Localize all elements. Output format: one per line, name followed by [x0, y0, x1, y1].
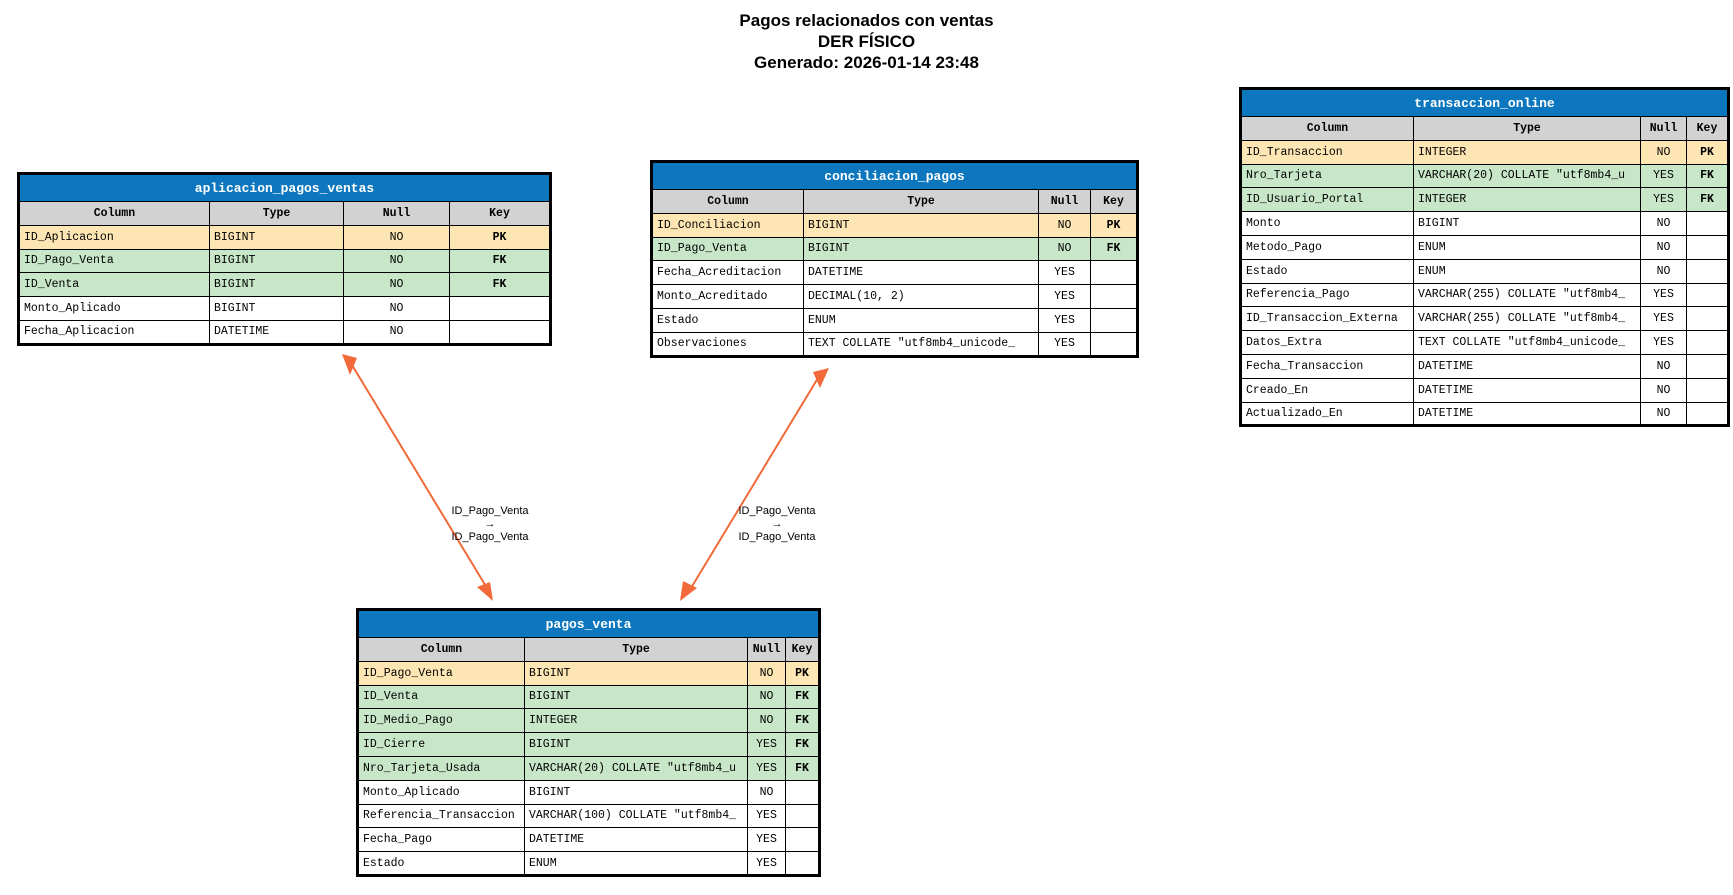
- cell-column: ID_Transaccion_Externa: [1241, 307, 1414, 331]
- edge-line: [688, 378, 818, 593]
- table-row: [652, 308, 1138, 332]
- edge-tail-marker: [813, 368, 829, 388]
- table-row: [1241, 212, 1729, 236]
- cell-type: DATETIME: [1414, 378, 1641, 402]
- header-key: Key: [450, 202, 551, 226]
- cell-type: ENUM: [1414, 235, 1641, 259]
- cell-type: BIGINT: [1414, 212, 1641, 236]
- table-row: [1241, 235, 1729, 259]
- cell-null: NO: [344, 273, 450, 297]
- cell-null: NO: [748, 685, 786, 709]
- cell-key: [1687, 235, 1729, 259]
- cell-key: PK: [450, 225, 551, 249]
- cell-key: PK: [786, 661, 820, 685]
- cell-key: [786, 828, 820, 852]
- table-row: [19, 225, 551, 249]
- cell-type: BIGINT: [525, 780, 748, 804]
- table-title-row: [19, 174, 551, 202]
- header-type: Type: [210, 202, 344, 226]
- table-conciliacion-pagos: [650, 160, 1139, 358]
- cell-null: YES: [1641, 164, 1687, 188]
- edge-label-top: ID_Pago_Venta: [451, 505, 529, 517]
- cell-type: DATETIME: [1414, 354, 1641, 378]
- cell-type: TEXT COLLATE "utf8mb4_unicode_: [1414, 331, 1641, 355]
- table-transaccion-online: [1239, 87, 1730, 427]
- cell-column: Creado_En: [1241, 378, 1414, 402]
- table-row: [652, 261, 1138, 285]
- cell-type: BIGINT: [804, 237, 1039, 261]
- cell-type: INTEGER: [525, 709, 748, 733]
- cell-type: DATETIME: [525, 828, 748, 852]
- cell-column: Referencia_Pago: [1241, 283, 1414, 307]
- cell-key: FK: [450, 273, 551, 297]
- cell-column: Observaciones: [652, 332, 804, 356]
- cell-column: ID_Medio_Pago: [358, 709, 525, 733]
- header-null: Null: [1039, 190, 1091, 214]
- cell-type: BIGINT: [525, 661, 748, 685]
- table-title-row: [358, 610, 820, 638]
- table-title-row: [652, 162, 1138, 190]
- cell-null: YES: [1641, 283, 1687, 307]
- cell-key: PK: [1687, 140, 1729, 164]
- cell-column: Nro_Tarjeta_Usada: [358, 756, 525, 780]
- cell-null: YES: [748, 828, 786, 852]
- cell-null: NO: [344, 297, 450, 321]
- cell-column: ID_Usuario_Portal: [1241, 188, 1414, 212]
- edge-label-bottom: ID_Pago_Venta: [451, 531, 529, 543]
- cell-key: [1091, 285, 1138, 309]
- column-header-row: [358, 638, 820, 662]
- cell-type: BIGINT: [210, 297, 344, 321]
- table-row: [19, 297, 551, 321]
- cell-null: NO: [1039, 237, 1091, 261]
- cell-key: [786, 780, 820, 804]
- header-null: Null: [1641, 117, 1687, 141]
- cell-column: ID_Pago_Venta: [19, 249, 210, 273]
- table-row: [1241, 283, 1729, 307]
- table-row: [652, 213, 1138, 237]
- title-line-3: Generado: 2026-01-14 23:48: [754, 53, 979, 72]
- edge-label-arrow: →: [771, 518, 783, 530]
- cell-key: [1687, 354, 1729, 378]
- header-key: Key: [786, 638, 820, 662]
- cell-type: ENUM: [525, 852, 748, 876]
- cell-null: NO: [344, 225, 450, 249]
- edge-label-arrow: →: [484, 518, 496, 530]
- edge-aplicacion-to-pagos: [342, 354, 493, 601]
- column-header-row: [652, 190, 1138, 214]
- cell-null: NO: [1641, 259, 1687, 283]
- cell-type: VARCHAR(20) COLLATE "utf8mb4_u: [525, 756, 748, 780]
- cell-type: DECIMAL(10, 2): [804, 285, 1039, 309]
- cell-null: YES: [1039, 332, 1091, 356]
- header-column: Column: [652, 190, 804, 214]
- edge-line: [352, 365, 490, 593]
- cell-key: FK: [450, 249, 551, 273]
- edge-label-bottom: ID_Pago_Venta: [738, 531, 816, 543]
- cell-key: [1091, 308, 1138, 332]
- table-row: [358, 661, 820, 685]
- cell-null: NO: [1641, 212, 1687, 236]
- cell-null: YES: [1039, 308, 1091, 332]
- cell-null: NO: [1641, 378, 1687, 402]
- table-name: transaccion_online: [1241, 89, 1729, 117]
- cell-type: BIGINT: [525, 733, 748, 757]
- edge-label-top: ID_Pago_Venta: [738, 505, 816, 517]
- cell-column: ID_Venta: [19, 273, 210, 297]
- cell-type: DATETIME: [804, 261, 1039, 285]
- header-null: Null: [748, 638, 786, 662]
- table-row: [652, 285, 1138, 309]
- cell-type: INTEGER: [1414, 188, 1641, 212]
- table-row: [1241, 140, 1729, 164]
- cell-column: Monto_Aplicado: [19, 297, 210, 321]
- cell-key: [1687, 259, 1729, 283]
- cell-null: YES: [1039, 261, 1091, 285]
- table-row: [358, 780, 820, 804]
- cell-null: YES: [748, 852, 786, 876]
- cell-key: [1687, 307, 1729, 331]
- cell-null: YES: [748, 756, 786, 780]
- table-name: conciliacion_pagos: [652, 162, 1138, 190]
- header-column: Column: [358, 638, 525, 662]
- column-header-row: [1241, 117, 1729, 141]
- cell-key: [450, 320, 551, 344]
- table-name: aplicacion_pagos_ventas: [19, 174, 551, 202]
- cell-column: Datos_Extra: [1241, 331, 1414, 355]
- table-row: [1241, 188, 1729, 212]
- table-row: [652, 332, 1138, 356]
- table-row: [1241, 331, 1729, 355]
- cell-column: Referencia_Transaccion: [358, 804, 525, 828]
- header-null: Null: [344, 202, 450, 226]
- cell-null: NO: [344, 320, 450, 344]
- cell-null: NO: [1641, 235, 1687, 259]
- cell-column: Estado: [358, 852, 525, 876]
- table-row: [1241, 164, 1729, 188]
- cell-null: YES: [1641, 188, 1687, 212]
- cell-key: FK: [786, 685, 820, 709]
- table-row: [1241, 378, 1729, 402]
- table-row: [358, 852, 820, 876]
- cell-column: Estado: [652, 308, 804, 332]
- header-column: Column: [19, 202, 210, 226]
- table-row: [19, 273, 551, 297]
- title-line-2: DER FÍSICO: [817, 32, 916, 51]
- header-key: Key: [1687, 117, 1729, 141]
- cell-key: [1687, 331, 1729, 355]
- table-row: [1241, 402, 1729, 426]
- edge-tail-marker: [342, 354, 357, 375]
- cell-type: VARCHAR(255) COLLATE "utf8mb4_: [1414, 307, 1641, 331]
- table-row: [1241, 307, 1729, 331]
- cell-key: [1687, 283, 1729, 307]
- header-type: Type: [804, 190, 1039, 214]
- cell-type: BIGINT: [210, 225, 344, 249]
- cell-null: YES: [748, 804, 786, 828]
- arrowhead-icon: [477, 582, 493, 601]
- cell-key: PK: [1091, 213, 1138, 237]
- cell-column: ID_Pago_Venta: [358, 661, 525, 685]
- cell-column: Monto: [1241, 212, 1414, 236]
- cell-key: [1091, 332, 1138, 356]
- table-row: [358, 685, 820, 709]
- cell-null: NO: [1641, 354, 1687, 378]
- cell-column: ID_Venta: [358, 685, 525, 709]
- cell-column: ID_Transaccion: [1241, 140, 1414, 164]
- cell-column: ID_Cierre: [358, 733, 525, 757]
- cell-key: [1687, 378, 1729, 402]
- cell-column: Fecha_Aplicacion: [19, 320, 210, 344]
- cell-null: YES: [1641, 331, 1687, 355]
- cell-column: Monto_Aplicado: [358, 780, 525, 804]
- cell-type: DATETIME: [1414, 402, 1641, 426]
- table-row: [358, 756, 820, 780]
- cell-key: FK: [786, 733, 820, 757]
- cell-null: NO: [1039, 213, 1091, 237]
- title-line-1: Pagos relacionados con ventas: [739, 11, 994, 30]
- cell-null: YES: [1641, 307, 1687, 331]
- edge-conciliacion-to-pagos: [680, 368, 829, 601]
- table-title-row: [1241, 89, 1729, 117]
- cell-type: DATETIME: [210, 320, 344, 344]
- table-pagos-venta: [356, 608, 821, 877]
- table-row: [358, 733, 820, 757]
- cell-type: ENUM: [804, 308, 1039, 332]
- table-row: [358, 804, 820, 828]
- cell-null: NO: [748, 709, 786, 733]
- table-row: [19, 320, 551, 344]
- cell-key: [1687, 212, 1729, 236]
- table-name: pagos_venta: [358, 610, 820, 638]
- cell-null: NO: [344, 249, 450, 273]
- cell-type: TEXT COLLATE "utf8mb4_unicode_: [804, 332, 1039, 356]
- cell-type: VARCHAR(255) COLLATE "utf8mb4_: [1414, 283, 1641, 307]
- header-type: Type: [525, 638, 748, 662]
- table-aplicacion-pagos-ventas: [17, 172, 552, 346]
- cell-type: BIGINT: [525, 685, 748, 709]
- cell-null: YES: [748, 733, 786, 757]
- cell-key: FK: [786, 709, 820, 733]
- table-row: [19, 249, 551, 273]
- cell-type: VARCHAR(20) COLLATE "utf8mb4_u: [1414, 164, 1641, 188]
- cell-column: Estado: [1241, 259, 1414, 283]
- table-row: [1241, 354, 1729, 378]
- cell-type: BIGINT: [210, 249, 344, 273]
- cell-null: YES: [1039, 285, 1091, 309]
- cell-column: ID_Aplicacion: [19, 225, 210, 249]
- cell-column: ID_Conciliacion: [652, 213, 804, 237]
- header-column: Column: [1241, 117, 1414, 141]
- header-type: Type: [1414, 117, 1641, 141]
- cell-type: VARCHAR(100) COLLATE "utf8mb4_: [525, 804, 748, 828]
- cell-column: Actualizado_En: [1241, 402, 1414, 426]
- table-row: [358, 828, 820, 852]
- cell-column: Monto_Acreditado: [652, 285, 804, 309]
- cell-column: Metodo_Pago: [1241, 235, 1414, 259]
- cell-type: ENUM: [1414, 259, 1641, 283]
- cell-key: [786, 804, 820, 828]
- cell-key: [450, 297, 551, 321]
- cell-null: NO: [1641, 402, 1687, 426]
- cell-key: FK: [1687, 164, 1729, 188]
- table-row: [1241, 259, 1729, 283]
- cell-column: Fecha_Pago: [358, 828, 525, 852]
- cell-column: Fecha_Acreditacion: [652, 261, 804, 285]
- cell-key: FK: [1687, 188, 1729, 212]
- table-row: [358, 709, 820, 733]
- cell-type: INTEGER: [1414, 140, 1641, 164]
- cell-null: NO: [748, 661, 786, 685]
- cell-key: FK: [1091, 237, 1138, 261]
- cell-key: FK: [786, 756, 820, 780]
- column-header-row: [19, 202, 551, 226]
- cell-column: Fecha_Transaccion: [1241, 354, 1414, 378]
- table-row: [652, 237, 1138, 261]
- cell-type: BIGINT: [804, 213, 1039, 237]
- cell-type: BIGINT: [210, 273, 344, 297]
- cell-null: NO: [748, 780, 786, 804]
- cell-column: ID_Pago_Venta: [652, 237, 804, 261]
- cell-column: Nro_Tarjeta: [1241, 164, 1414, 188]
- cell-key: [786, 852, 820, 876]
- header-key: Key: [1091, 190, 1138, 214]
- cell-key: [1687, 402, 1729, 426]
- cell-key: [1091, 261, 1138, 285]
- cell-null: NO: [1641, 140, 1687, 164]
